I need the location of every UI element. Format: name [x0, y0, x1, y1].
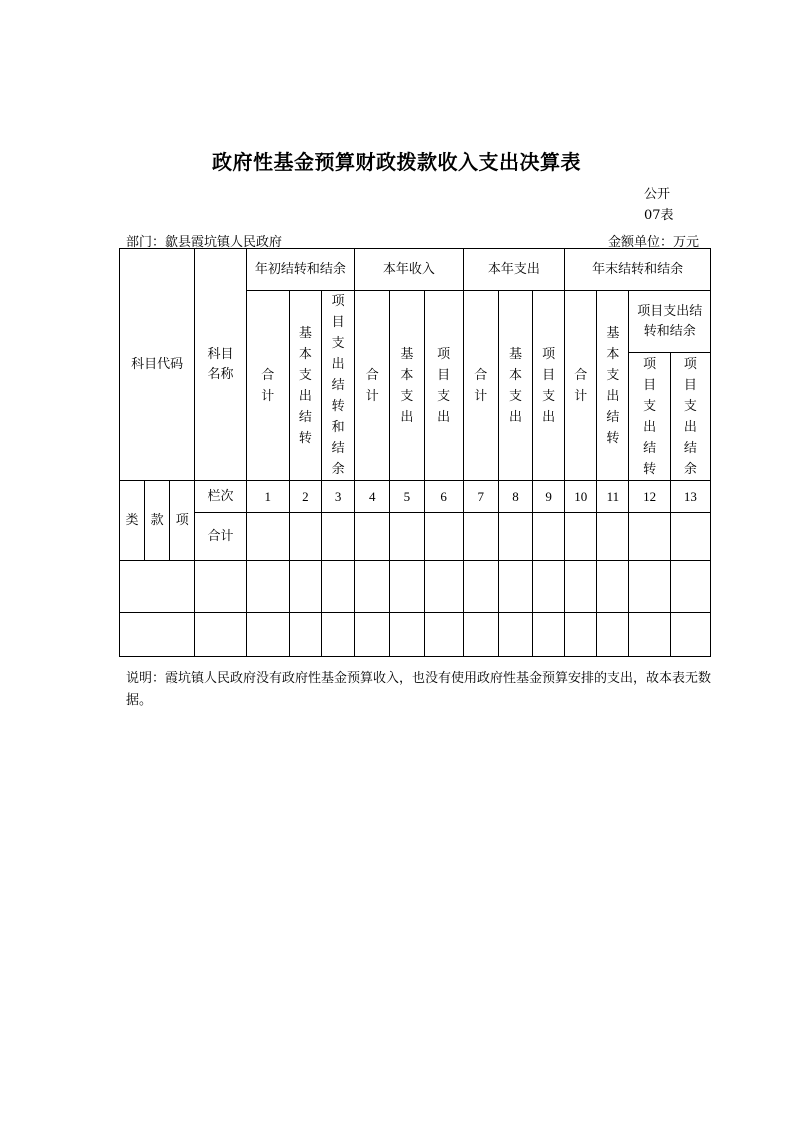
- header-expend-group: 本年支出: [463, 249, 564, 291]
- table-cell: [321, 513, 354, 561]
- column-number: 1: [246, 481, 289, 513]
- table-cell: [321, 613, 354, 657]
- header-name: 科目名称: [195, 249, 246, 481]
- header-code: 科目代码: [120, 249, 195, 481]
- table-cell: [120, 561, 195, 613]
- header-begin-basic: 基本支出结转: [289, 291, 321, 481]
- sum-row-label: 合计: [195, 513, 246, 561]
- table-cell: [424, 513, 463, 561]
- header-income-group: 本年收入: [355, 249, 464, 291]
- header-begin-project: 项目支出结转和结余: [321, 291, 354, 481]
- column-number: 5: [390, 481, 424, 513]
- table-cell: [498, 561, 532, 613]
- column-number: 4: [355, 481, 390, 513]
- table-cell: [289, 513, 321, 561]
- header-end-group: 年末结转和结余: [565, 249, 711, 291]
- header-end-basic: 基本支出结转: [597, 291, 629, 481]
- column-number: 9: [533, 481, 565, 513]
- table-cell: [670, 513, 710, 561]
- column-number: 10: [565, 481, 597, 513]
- table-cell: [355, 561, 390, 613]
- public-label: 公开: [644, 187, 671, 202]
- table-cell: [120, 613, 195, 657]
- table-cell: [246, 613, 289, 657]
- header-kuan: 款: [145, 481, 170, 561]
- table-cell: [533, 561, 565, 613]
- table-cell: [597, 561, 629, 613]
- table-cell: [565, 513, 597, 561]
- table-cell: [390, 561, 424, 613]
- table-cell: [246, 561, 289, 613]
- table-cell: [424, 561, 463, 613]
- table-row: [120, 561, 711, 613]
- table-cell: [195, 561, 246, 613]
- table-cell: [355, 513, 390, 561]
- column-number: 3: [321, 481, 354, 513]
- table-row: [120, 613, 711, 657]
- table-cell: [498, 513, 532, 561]
- table-cell: [629, 513, 670, 561]
- column-number: 7: [463, 481, 498, 513]
- table-cell: [498, 613, 532, 657]
- header-end-project-carry: 项目支出结转: [629, 353, 670, 481]
- table-cell: [533, 613, 565, 657]
- table-cell: [463, 613, 498, 657]
- table-cell: [246, 513, 289, 561]
- table-cell: [463, 561, 498, 613]
- table-cell: [289, 613, 321, 657]
- header-lei: 类: [120, 481, 145, 561]
- table-cell: [629, 613, 670, 657]
- table-cell: [390, 513, 424, 561]
- header-begin-group: 年初结转和结余: [246, 249, 355, 291]
- table-cell: [597, 613, 629, 657]
- table-cell: [597, 513, 629, 561]
- column-number: 12: [629, 481, 670, 513]
- explanation-note: 说明：霞坑镇人民政府没有政府性基金预算收入，也没有使用政府性基金预算安排的支出，故本表无数据。: [126, 671, 712, 708]
- header-end-project-surplus: 项目支出结余: [670, 353, 710, 481]
- column-number: 13: [670, 481, 710, 513]
- table-cell: [195, 613, 246, 657]
- header-expend-basic: 基本支出: [498, 291, 532, 481]
- table-cell: [629, 561, 670, 613]
- header-expend-project: 项目支出: [533, 291, 565, 481]
- department-label: 部门：歙县霞坑镇人民政府: [126, 235, 283, 250]
- header-xiang: 项: [170, 481, 195, 561]
- column-no-label: 栏次: [195, 481, 246, 513]
- page-title: 政府性基金预算财政拨款收入支出决算表: [212, 150, 581, 174]
- column-number: 8: [498, 481, 532, 513]
- unit-label: 金额单位：万元: [608, 235, 700, 250]
- header-income-total: 合计: [355, 291, 390, 481]
- table-cell: [355, 613, 390, 657]
- header-income-project: 项目支出: [424, 291, 463, 481]
- column-number: 6: [424, 481, 463, 513]
- column-number: 2: [289, 481, 321, 513]
- table-number: 07表: [644, 208, 674, 223]
- table-cell: [670, 561, 710, 613]
- column-number: 11: [597, 481, 629, 513]
- table-cell: [533, 513, 565, 561]
- table-cell: [321, 561, 354, 613]
- header-end-project-group: 项目支出结转和结余: [629, 291, 711, 353]
- header-income-basic: 基本支出: [390, 291, 424, 481]
- header-end-total: 合计: [565, 291, 597, 481]
- table-cell: [565, 613, 597, 657]
- table-cell: [670, 613, 710, 657]
- table-cell: [289, 561, 321, 613]
- table-cell: [565, 561, 597, 613]
- budget-table: [119, 248, 711, 657]
- table-cell: [390, 613, 424, 657]
- header-expend-total: 合计: [463, 291, 498, 481]
- table-cell: [424, 613, 463, 657]
- header-begin-total: 合计: [246, 291, 289, 481]
- table-cell: [463, 513, 498, 561]
